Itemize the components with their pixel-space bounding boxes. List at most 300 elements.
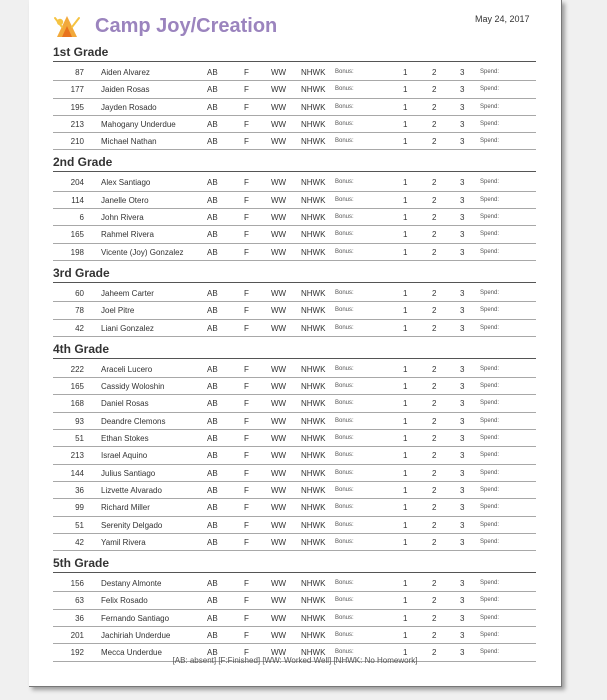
spend-label: Spend: (480, 632, 500, 639)
bonus-label: Bonus: (335, 469, 354, 476)
student-row (53, 517, 536, 534)
student-row (53, 627, 536, 644)
student-row (53, 499, 536, 516)
bonus-2-label: 2 (432, 137, 437, 147)
student-id: 222 (70, 364, 84, 374)
student-id: 60 (75, 288, 84, 298)
no-homework-label: NHWK (301, 631, 326, 641)
student-id: 114 (71, 195, 84, 205)
finished-label: F (244, 102, 249, 112)
absent-label: AB (207, 613, 218, 623)
absent-label: AB (207, 230, 218, 240)
student-id: 42 (75, 323, 84, 333)
student-id: 63 (75, 596, 84, 606)
student-id: 195 (70, 102, 84, 112)
bonus-label: Bonus: (335, 289, 354, 296)
bonus-1-label: 1 (403, 579, 408, 589)
grade-title: 5th Grade (53, 556, 536, 573)
grade-section (53, 155, 536, 260)
bonus-3-label: 3 (460, 247, 465, 257)
student-name: Rahmel Rivera (101, 230, 154, 240)
bonus-label: Bonus: (335, 324, 354, 331)
grade-section (53, 266, 536, 337)
student-id: 168 (70, 399, 84, 409)
student-name: Janelle Otero (101, 195, 149, 205)
student-id: 51 (75, 434, 84, 444)
finished-label: F (244, 323, 249, 333)
student-row (53, 192, 536, 209)
no-homework-label: NHWK (301, 520, 326, 530)
no-homework-label: NHWK (301, 613, 326, 623)
student-row (53, 320, 536, 337)
bonus-2-label: 2 (432, 119, 437, 129)
bonus-label: Bonus: (335, 452, 354, 459)
finished-label: F (244, 137, 249, 147)
bonus-1-label: 1 (403, 323, 408, 333)
page-title: Camp Joy/Creation (95, 15, 278, 37)
absent-label: AB (207, 537, 218, 547)
student-row (53, 378, 536, 395)
finished-label: F (244, 68, 249, 77)
spend-label: Spend: (480, 214, 500, 221)
no-homework-label: NHWK (301, 68, 326, 77)
finished-label: F (244, 416, 249, 426)
bonus-2-label: 2 (432, 102, 437, 112)
student-id: 213 (70, 119, 84, 129)
student-id: 87 (75, 68, 84, 77)
bonus-3-label: 3 (460, 399, 465, 409)
grade-title: 1st Grade (53, 45, 536, 62)
worked-well-label: WW (271, 537, 287, 547)
bonus-label: Bonus: (335, 649, 354, 656)
bonus-1-label: 1 (403, 468, 408, 478)
worked-well-label: WW (271, 195, 287, 205)
bonus-label: Bonus: (335, 580, 354, 587)
finished-label: F (244, 596, 249, 606)
student-id: 165 (70, 230, 84, 240)
bonus-2-label: 2 (432, 451, 437, 461)
student-name: Lizvette Alvarado (101, 485, 162, 495)
no-homework-label: NHWK (301, 399, 326, 409)
student-row (53, 81, 536, 98)
bonus-2-label: 2 (432, 468, 437, 478)
student-name: Joel Pitre (101, 306, 135, 316)
student-row (53, 534, 536, 551)
worked-well-label: WW (271, 85, 287, 95)
bonus-1-label: 1 (403, 434, 408, 444)
bonus-label: Bonus: (335, 435, 354, 442)
spend-label: Spend: (480, 103, 500, 110)
no-homework-label: NHWK (301, 102, 326, 112)
worked-well-label: WW (271, 230, 287, 240)
spend-label: Spend: (480, 580, 500, 587)
student-row (53, 482, 536, 499)
finished-label: F (244, 579, 249, 589)
bonus-2-label: 2 (432, 230, 437, 240)
no-homework-label: NHWK (301, 451, 326, 461)
bonus-1-label: 1 (403, 68, 408, 77)
bonus-2-label: 2 (432, 195, 437, 205)
worked-well-label: WW (271, 434, 287, 444)
student-row (53, 244, 536, 261)
bonus-1-label: 1 (403, 364, 408, 374)
bonus-3-label: 3 (460, 137, 465, 147)
student-id: 210 (70, 137, 84, 147)
student-row (53, 174, 536, 191)
finished-label: F (244, 382, 249, 392)
student-name: Vicente (Joy) Gonzalez (101, 247, 184, 257)
bonus-3-label: 3 (460, 102, 465, 112)
finished-label: F (244, 399, 249, 409)
worked-well-label: WW (271, 631, 287, 641)
absent-label: AB (207, 247, 218, 257)
bonus-1-label: 1 (403, 306, 408, 316)
finished-label: F (244, 485, 249, 495)
roster-list (53, 45, 536, 662)
spend-label: Spend: (480, 521, 500, 528)
spend-label: Spend: (480, 86, 500, 93)
worked-well-label: WW (271, 399, 287, 409)
bonus-3-label: 3 (460, 520, 465, 530)
bonus-3-label: 3 (460, 579, 465, 589)
spend-label: Spend: (480, 196, 500, 203)
bonus-label: Bonus: (335, 120, 354, 127)
worked-well-label: WW (271, 596, 287, 606)
finished-label: F (244, 468, 249, 478)
bonus-1-label: 1 (403, 102, 408, 112)
worked-well-label: WW (271, 648, 287, 658)
student-row (53, 592, 536, 609)
bonus-3-label: 3 (460, 537, 465, 547)
student-row (53, 226, 536, 243)
student-row (53, 361, 536, 378)
bonus-3-label: 3 (460, 195, 465, 205)
finished-label: F (244, 631, 249, 641)
bonus-1-label: 1 (403, 288, 408, 298)
finished-label: F (244, 537, 249, 547)
bonus-2-label: 2 (432, 648, 437, 658)
grade-title: 2nd Grade (53, 155, 536, 172)
bonus-2-label: 2 (432, 85, 437, 95)
worked-well-label: WW (271, 485, 287, 495)
absent-label: AB (207, 102, 218, 112)
spend-label: Spend: (480, 417, 500, 424)
spend-label: Spend: (480, 231, 500, 238)
spend-label: Spend: (480, 504, 500, 511)
bonus-label: Bonus: (335, 103, 354, 110)
bonus-2-label: 2 (432, 579, 437, 589)
worked-well-label: WW (271, 323, 287, 333)
spend-label: Spend: (480, 383, 500, 390)
student-name: Michael Nathan (101, 137, 157, 147)
bonus-label: Bonus: (335, 400, 354, 407)
bonus-3-label: 3 (460, 434, 465, 444)
bonus-2-label: 2 (432, 178, 437, 188)
student-name: Deandre Clemons (101, 416, 166, 426)
no-homework-label: NHWK (301, 323, 326, 333)
bonus-2-label: 2 (432, 537, 437, 547)
worked-well-label: WW (271, 503, 287, 513)
absent-label: AB (207, 399, 218, 409)
bonus-1-label: 1 (403, 613, 408, 623)
student-name: John Rivera (101, 213, 144, 223)
absent-label: AB (207, 364, 218, 374)
absent-label: AB (207, 288, 218, 298)
finished-label: F (244, 178, 249, 188)
finished-label: F (244, 434, 249, 444)
student-name: Jaheem Carter (101, 288, 154, 298)
finished-label: F (244, 213, 249, 223)
bonus-2-label: 2 (432, 631, 437, 641)
bonus-1-label: 1 (403, 137, 408, 147)
bonus-1-label: 1 (403, 195, 408, 205)
student-name: Destany Almonte (101, 579, 162, 589)
student-id: 99 (75, 503, 84, 513)
bonus-2-label: 2 (432, 520, 437, 530)
absent-label: AB (207, 137, 218, 147)
student-name: Felix Rosado (101, 596, 148, 606)
bonus-3-label: 3 (460, 119, 465, 129)
bonus-2-label: 2 (432, 306, 437, 316)
student-name: Israel Aquino (101, 451, 148, 461)
finished-label: F (244, 613, 249, 623)
spend-label: Spend: (480, 597, 500, 604)
bonus-1-label: 1 (403, 230, 408, 240)
absent-label: AB (207, 579, 218, 589)
bonus-2-label: 2 (432, 288, 437, 298)
student-name: Aiden Alvarez (101, 68, 150, 77)
absent-label: AB (207, 468, 218, 478)
grade-section (53, 342, 536, 551)
student-name: Liani Gonzalez (101, 323, 154, 333)
spend-label: Spend: (480, 365, 500, 372)
bonus-3-label: 3 (460, 68, 465, 77)
student-id: 36 (75, 613, 84, 623)
spend-label: Spend: (480, 649, 500, 656)
absent-label: AB (207, 85, 218, 95)
worked-well-label: WW (271, 288, 287, 298)
legend: [AB: absent] [F:Finished] [WW: Worked Well] [NHWK: No Homework] (172, 656, 418, 665)
student-row (53, 64, 536, 81)
student-name: Jayden Rosado (101, 102, 157, 112)
worked-well-label: WW (271, 306, 287, 316)
absent-label: AB (207, 306, 218, 316)
spend-label: Spend: (480, 469, 500, 476)
no-homework-label: NHWK (301, 137, 326, 147)
bonus-3-label: 3 (460, 648, 465, 658)
bonus-3-label: 3 (460, 631, 465, 641)
no-homework-label: NHWK (301, 230, 326, 240)
bonus-2-label: 2 (432, 68, 437, 77)
bonus-2-label: 2 (432, 364, 437, 374)
bonus-label: Bonus: (335, 214, 354, 221)
grade-section (53, 556, 536, 661)
worked-well-label: WW (271, 579, 287, 589)
student-id: 192 (70, 648, 84, 658)
worked-well-label: WW (271, 137, 287, 147)
bonus-label: Bonus: (335, 417, 354, 424)
spend-label: Spend: (480, 138, 500, 145)
bonus-label: Bonus: (335, 69, 354, 75)
spend-label: Spend: (480, 538, 500, 545)
student-row (53, 430, 536, 447)
bonus-2-label: 2 (432, 416, 437, 426)
no-homework-label: NHWK (301, 213, 326, 223)
student-row (53, 575, 536, 592)
bonus-1-label: 1 (403, 631, 408, 641)
worked-well-label: WW (271, 364, 287, 374)
finished-label: F (244, 247, 249, 257)
bonus-2-label: 2 (432, 247, 437, 257)
no-homework-label: NHWK (301, 537, 326, 547)
finished-label: F (244, 230, 249, 240)
no-homework-label: NHWK (301, 468, 326, 478)
bonus-label: Bonus: (335, 538, 354, 545)
worked-well-label: WW (271, 178, 287, 188)
no-homework-label: NHWK (301, 596, 326, 606)
bonus-2-label: 2 (432, 434, 437, 444)
spend-label: Spend: (480, 248, 500, 255)
bonus-label: Bonus: (335, 632, 354, 639)
student-row (53, 413, 536, 430)
bonus-3-label: 3 (460, 323, 465, 333)
spend-label: Spend: (480, 120, 500, 127)
bonus-label: Bonus: (335, 521, 354, 528)
no-homework-label: NHWK (301, 288, 326, 298)
absent-label: AB (207, 119, 218, 129)
absent-label: AB (207, 323, 218, 333)
student-row (53, 209, 536, 226)
bonus-3-label: 3 (460, 213, 465, 223)
no-homework-label: NHWK (301, 364, 326, 374)
bonus-2-label: 2 (432, 323, 437, 333)
student-id: 78 (75, 306, 84, 316)
bonus-label: Bonus: (335, 231, 354, 238)
student-name: Mahogany Underdue (101, 119, 176, 129)
finished-label: F (244, 85, 249, 95)
absent-label: AB (207, 520, 218, 530)
bonus-1-label: 1 (403, 537, 408, 547)
bonus-3-label: 3 (460, 85, 465, 95)
spend-label: Spend: (480, 452, 500, 459)
worked-well-label: WW (271, 247, 287, 257)
bonus-3-label: 3 (460, 613, 465, 623)
bonus-2-label: 2 (432, 596, 437, 606)
student-row (53, 116, 536, 133)
student-id: 177 (70, 85, 84, 95)
absent-label: AB (207, 503, 218, 513)
spend-label: Spend: (480, 435, 500, 442)
bonus-1-label: 1 (403, 416, 408, 426)
grade-title: 4th Grade (53, 342, 536, 359)
student-id: 213 (70, 451, 84, 461)
no-homework-label: NHWK (301, 85, 326, 95)
student-name: Jachiriah Underdue (101, 631, 171, 641)
bonus-label: Bonus: (335, 196, 354, 203)
bonus-1-label: 1 (403, 399, 408, 409)
no-homework-label: NHWK (301, 195, 326, 205)
no-homework-label: NHWK (301, 485, 326, 495)
bonus-1-label: 1 (403, 119, 408, 129)
student-name: Julius Santiago (101, 468, 156, 478)
report-page (29, 0, 562, 687)
student-name: Araceli Lucero (101, 364, 153, 374)
bonus-1-label: 1 (403, 178, 408, 188)
bonus-label: Bonus: (335, 86, 354, 93)
worked-well-label: WW (271, 416, 287, 426)
grade-title: 3rd Grade (53, 266, 536, 283)
student-row (53, 395, 536, 412)
bonus-3-label: 3 (460, 503, 465, 513)
bonus-2-label: 2 (432, 485, 437, 495)
bonus-3-label: 3 (460, 306, 465, 316)
student-id: 6 (79, 213, 84, 223)
report-date: May 24, 2017 (475, 14, 530, 24)
bonus-1-label: 1 (403, 451, 408, 461)
bonus-1-label: 1 (403, 85, 408, 95)
student-row (53, 302, 536, 319)
finished-label: F (244, 520, 249, 530)
student-row (53, 285, 536, 302)
student-row (53, 99, 536, 116)
bonus-2-label: 2 (432, 503, 437, 513)
absent-label: AB (207, 382, 218, 392)
worked-well-label: WW (271, 119, 287, 129)
student-row (53, 133, 536, 150)
student-name: Ethan Stokes (101, 434, 149, 444)
finished-label: F (244, 364, 249, 374)
no-homework-label: NHWK (301, 434, 326, 444)
no-homework-label: NHWK (301, 416, 326, 426)
student-id: 201 (70, 631, 84, 641)
bonus-1-label: 1 (403, 596, 408, 606)
bonus-1-label: 1 (403, 503, 408, 513)
bonus-2-label: 2 (432, 613, 437, 623)
student-id: 93 (75, 416, 84, 426)
student-name: Richard Miller (101, 503, 150, 513)
spend-label: Spend: (480, 69, 500, 75)
bonus-2-label: 2 (432, 382, 437, 392)
absent-label: AB (207, 631, 218, 641)
bonus-3-label: 3 (460, 382, 465, 392)
bonus-2-label: 2 (432, 399, 437, 409)
bonus-label: Bonus: (335, 383, 354, 390)
student-name: Alex Santiago (101, 178, 151, 188)
student-id: 165 (70, 382, 84, 392)
no-homework-label: NHWK (301, 306, 326, 316)
finished-label: F (244, 451, 249, 461)
worked-well-label: WW (271, 68, 287, 77)
no-homework-label: NHWK (301, 503, 326, 513)
student-name: Serenity Delgado (101, 520, 163, 530)
finished-label: F (244, 503, 249, 513)
student-row (53, 610, 536, 627)
student-name: Fernando Santiago (101, 613, 170, 623)
student-id: 156 (70, 579, 84, 589)
no-homework-label: NHWK (301, 579, 326, 589)
bonus-1-label: 1 (403, 382, 408, 392)
bonus-1-label: 1 (403, 485, 408, 495)
bonus-3-label: 3 (460, 468, 465, 478)
spend-label: Spend: (480, 179, 500, 186)
bonus-3-label: 3 (460, 364, 465, 374)
bonus-1-label: 1 (403, 213, 408, 223)
bonus-label: Bonus: (335, 486, 354, 493)
student-name: Daniel Rosas (101, 399, 149, 409)
bonus-label: Bonus: (335, 138, 354, 145)
bonus-2-label: 2 (432, 213, 437, 223)
bonus-3-label: 3 (460, 451, 465, 461)
